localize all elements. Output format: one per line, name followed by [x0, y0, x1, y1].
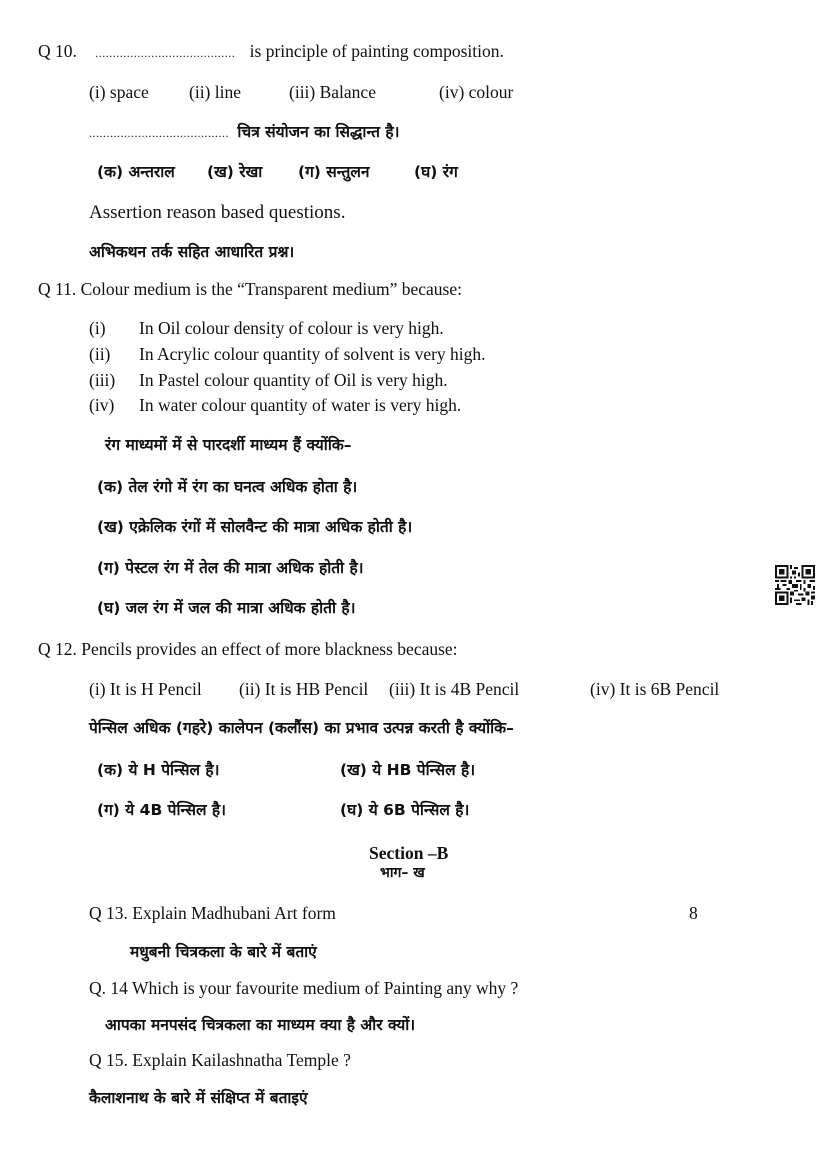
q10-hindi-option-4: (घ) रंग [414, 163, 458, 181]
assertion-heading: Assertion reason based questions. [89, 202, 346, 223]
q10-option-4: (iv) colour [439, 82, 514, 102]
q11-option-2-text: In Acrylic colour quantity of solvent is very high. [139, 344, 486, 364]
q10-option-1: (i) space [89, 82, 149, 102]
q10-hindi-text: चित्र संयोजन का सिद्धान्त है। [237, 123, 400, 141]
q12-question: Q 12. Pencils provides an effect of more blackness because: [38, 639, 458, 659]
q13-question: Q 13. Explain Madhubani Art form [89, 903, 336, 923]
q11-hindi-option-3: (ग) पेस्टल रंग में तेल की मात्रा अधिक होती है। [97, 559, 364, 577]
section-title: Section –B [369, 843, 449, 863]
q10-number: Q 10. [38, 41, 77, 61]
q12-hindi-option-3: (ग) ये 4B पेन्सिल है। [97, 801, 226, 819]
q10-option-2: (ii) line [189, 82, 241, 102]
q11-option-1-text: In Oil colour density of colour is very high. [139, 318, 444, 338]
q12-hindi-option-2: (ख) ये HB पेन्सिल है। [340, 761, 476, 779]
assertion-heading-hindi: अभिकथन तर्क सहित आधारित प्रश्न। [89, 243, 295, 261]
q14-hindi: आपका मनपसंद चित्रकला का माध्यम क्या है और क्यों। [105, 1016, 416, 1034]
q11-option-4-num: (iv) [89, 395, 115, 415]
q10-question [38, 40, 504, 64]
q10-text: is principle of painting composition. [249, 41, 504, 61]
q10-hindi-question [89, 120, 399, 144]
q13-marks: 8 [689, 903, 698, 923]
q11-option-1-num: (i) [89, 318, 106, 338]
q10-hindi-blank: ........................................ [89, 126, 229, 140]
q12-option-2: (ii) It is HB Pencil [239, 679, 369, 699]
q12-option-1: (i) It is H Pencil [89, 679, 202, 699]
q12-hindi-question: पेन्सिल अधिक (गहरे) कालेपन (कलौंस) का प्रभाव उत्पन्न करती है क्योंकि– [89, 719, 514, 737]
q10-option-3: (iii) Balance [289, 82, 376, 102]
q10-hindi-option-3: (ग) सन्तुलन [298, 163, 370, 181]
q12-hindi-option-4: (घ) ये 6B पेन्सिल है। [340, 801, 470, 819]
q11-hindi-option-2: (ख) एक्रेलिक रंगों में सोलवैन्ट की मात्रा अधिक होती है। [97, 518, 413, 536]
q11-hindi-question: रंग माध्यमों में से पारदर्शी माध्यम हैं क्योंकि– [105, 436, 352, 454]
q12-option-3: (iii) It is 4B Pencil [389, 679, 520, 699]
q10-hindi-option-2: (ख) रेखा [207, 163, 263, 181]
q13-hindi: मधुबनी चित्रकला के बारे में बताएं [130, 943, 317, 961]
q11-question: Q 11. Colour medium is the “Transparent medium” because: [38, 279, 462, 299]
q11-hindi-option-4: (घ) जल रंग में जल की मात्रा अधिक होती है। [97, 599, 356, 617]
q10-hindi-option-1: (क) अन्तराल [97, 163, 175, 181]
q11-option-3-num: (iii) [89, 370, 116, 390]
qr-code-icon [775, 565, 815, 605]
q14-question: Q. 14 Which is your favourite medium of Painting any why ? [89, 978, 519, 998]
q11-hindi-option-1: (क) तेल रंगो में रंग का घनत्व अधिक होता है। [97, 478, 358, 496]
section-title-hindi: भाग– ख [380, 865, 425, 881]
q10-blank: ........................................ [95, 46, 236, 60]
q12-option-4: (iv) It is 6B Pencil [590, 679, 720, 699]
q11-option-2-num: (ii) [89, 344, 111, 364]
q12-hindi-option-1: (क) ये H पेन्सिल है। [97, 761, 220, 779]
q11-option-4-text: In water colour quantity of water is very high. [139, 395, 462, 415]
q11-option-3-text: In Pastel colour quantity of Oil is very high. [139, 370, 448, 390]
q15-hindi: कैलाशनाथ के बारे में संक्षिप्त में बताइएं [89, 1089, 308, 1107]
q15-question: Q 15. Explain Kailashnatha Temple ? [89, 1050, 351, 1070]
